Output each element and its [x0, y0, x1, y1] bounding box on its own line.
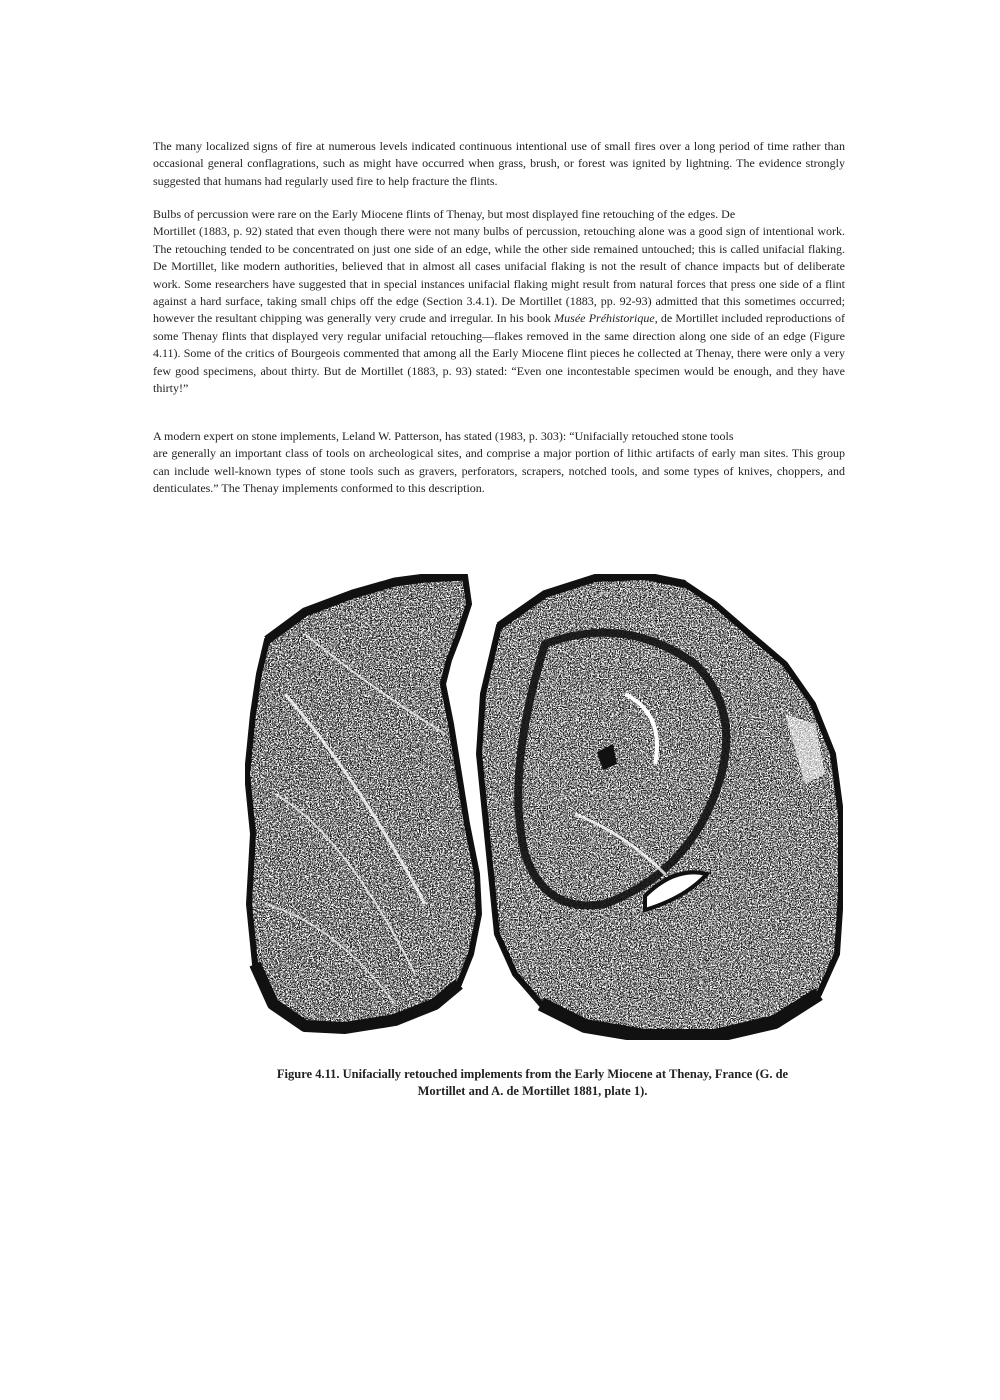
- figure-caption-line-2: Mortillet and A. de Mortillet 1881, plate 1).: [417, 1084, 648, 1098]
- flint-illustration: [245, 574, 843, 1040]
- paragraph-retouching-body-b: , de Mortillet included reproductions of some Thenay flints that displayed very regular unifacial retouching—flakes removed in the same direction along one side of an edge (Figure 4.11). Some of the critics of Bourgeois commented that among all the Early Miocene flint pieces he collected at Thenay, there were only a very few good specimens, about thirty. But de Mortillet (1883, p. 93) stated: “Even one incontestable specimen would be enough, and they have thirty!”: [153, 311, 845, 396]
- figure-caption: [235, 1066, 830, 1100]
- right-flint-implement: [475, 574, 843, 1040]
- left-flint-implement: [245, 574, 485, 1040]
- paragraph-fire-evidence: The many localized signs of fire at numerous levels indicated continuous intentional use of small fires over a long period of time rather than occasional general conflagrations, such as might have occurred when grass, brush, or forest was ignited by lightning. The evidence strongly suggested that humans had regularly used fire to help fracture the flints.: [153, 139, 845, 188]
- paragraph-patterson-quote: [153, 428, 845, 498]
- paragraph-patterson-body: are generally an important class of tools on archeological sites, and comprise a major portion of lithic artifacts of early man sites. This group can include well-known types of stone tools such as gravers, perforators, scrapers, notched tools, and some types of knives, choppers, and denticulates.” The Thenay implements conformed to this description.: [153, 446, 845, 496]
- paragraph-retouching: [153, 206, 845, 397]
- book-title-musee-prehistorique: Musée Préhistorique: [554, 311, 655, 326]
- figure-flint-implements: [245, 574, 843, 1040]
- paragraph-retouching-body-a: Mortillet (1883, p. 92) stated that even though there were not many bulbs of percussion, retouching alone was a good sign of intentional work. The retouching tended to be concentrated on just one side of an edge, while the other side remained untouched; this is called unifacial flaking. De Mortillet, like modern authorities, believed that in almost all cases unifacial flaking is not the result of chance impacts but of deliberate work. Some researchers have suggested that in special instances unifacial flaking might result from natural forces that press one side of a flint against a hard surface, taking small chips off the edge (Section 3.4.1). De Mortillet (1883, pp. 92-93) admitted that this sometimes occurred; however the resultant chipping was generally very crude and irregular. In his book: [153, 224, 845, 326]
- paragraph-retouching-lead: Bulbs of percussion were rare on the Early Miocene flints of Thenay, but most displayed fine retouching of the edges. De: [153, 207, 736, 221]
- paragraph-patterson-lead: A modern expert on stone implements, Leland W. Patterson, has stated (1983, p. 303): “Unifacially retouched stone tools: [153, 429, 734, 443]
- figure-caption-line-1: Figure 4.11. Unifacially retouched implements from the Early Miocene at Thenay, France (G. de: [276, 1067, 789, 1081]
